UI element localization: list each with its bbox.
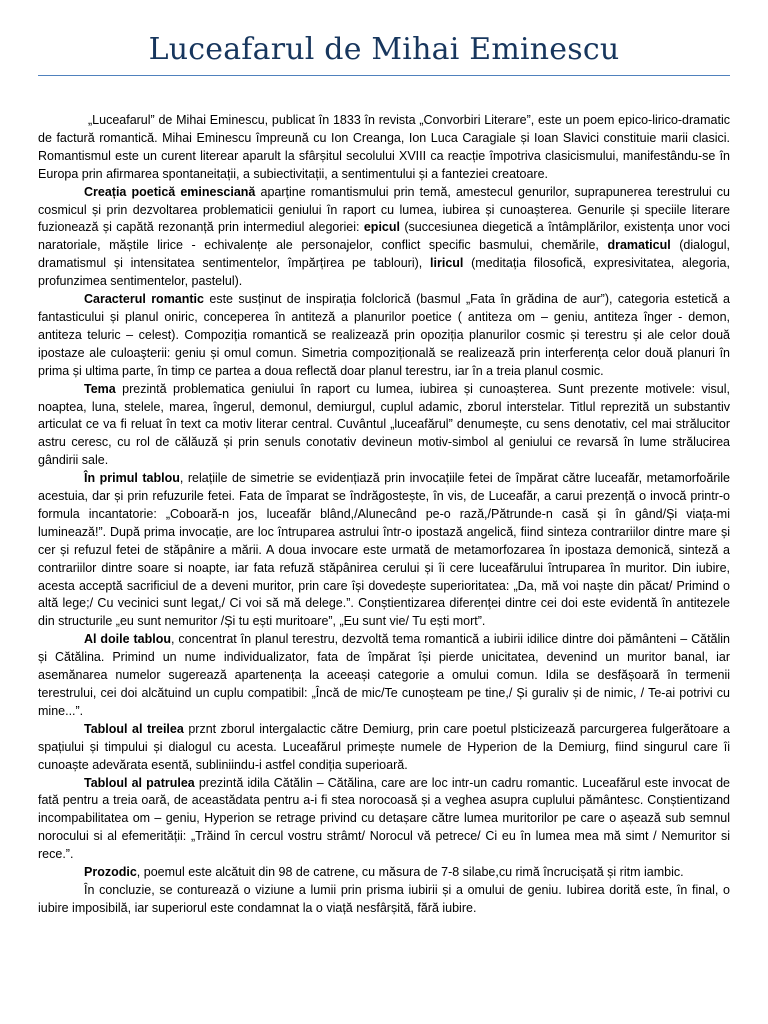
paragraph-text: (succesiunea diegetică a întâmplărilor, existența unor voci naratoriale, măștile lirice - echivalențe ale personajelor, conflict specific basmului, chemările, xyxy=(38,220,730,253)
paragraph-tema xyxy=(38,381,730,471)
paragraph-lead: Caracterul romantic xyxy=(84,292,204,307)
paragraph-text: prezintă problematica geniului în raport cu lumea, iubirea și cunoașterea. Sunt prezente motivele: visul, noaptea, luna, stelele, marea, îngerul, demonul, demiurgul, cuplul adamic, zborul interstelar. Titlul reprezită un substantiv articulat ce va fi reluat în text ca motiv literar central. Cuvântul „luceafărul” denumește, cu sens denotativ, cel mai strălucitor astru ceresc, cu rol de călăuză și prin senuls conotativ devineun motiv-simbol al geniului ce revarsă în lume strălucirea gândirii sale. xyxy=(38,381,730,468)
genre-lyric: liricul xyxy=(430,256,464,271)
paragraph-creatia xyxy=(38,184,730,291)
paragraph-lead: Creația poetică eminesciană xyxy=(84,184,256,199)
genre-epic: epicul xyxy=(363,220,400,235)
paragraph-lead: În primul tablou xyxy=(84,471,180,486)
paragraph-intro xyxy=(38,112,730,184)
document-body xyxy=(38,112,730,918)
paragraph-lead: Tabloul al treilea xyxy=(84,721,184,736)
paragraph-text: În concluzie, se contureazǎ o viziune a lumii prin prisma iubirii și a omului de geniu. Iubirea dorită este, în final, o iubire imposibilă, iar superiorul este condamnat la o viață nesfârșită, fără iubire. xyxy=(38,882,730,915)
paragraph-text: , concentrat în planul terestru, dezvoltă tema romantică a iubirii idilice dintre doi pământeni – Cătălin și Cătălina. Primind un nume individualizator, fata de împărat își pierde unicitatea, devenind un muritor banal, iar asemănarea numelor sugerează apartenența la aceeași categorie a omului comun. Idila se desfășoară în termenii terestrului, cei doi alcătuind un cuplu compatibil: „Încă de mic/Te cunoșteam pe tine,/ Și guraliv și de nimic, / Te-ai potrivi cu mine...”. xyxy=(38,632,731,718)
paragraph-tablou-4 xyxy=(38,775,730,865)
paragraph-text: prezintă idila Cătălin – Cătălina, care are loc intr-un cadru romantic. Luceafărul este invocat de fată pentru a treia oară, de aceastădata pentru a-i fi stea norocoasă și a veghea asupra cuplului pământesc. Conștientizand incompabilitatea om – geniu, Hyperion se retrage privind cu detașare către lumea muritorilor pe care o așează sub semnul norocului si al efemerității: „Trăind în cercul vostru strâmt/ Norocul vă petrece/ Ci eu în lumea mea mă simt / Nemuritor si rece.”. xyxy=(38,775,730,862)
paragraph-lead: Tabloul al patrulea xyxy=(84,775,195,790)
paragraph-tablou-3 xyxy=(38,721,730,775)
paragraph-text: (meditația filosofică, expresivitatea, alegoria, profunzimea sentimentelor, pastelul). xyxy=(38,256,730,289)
paragraph-text: „Luceafarul” de Mihai Eminescu, publicat în 1833 în revista „Convorbiri Literare”, este un poem epico-lirico-dramatic de factură romantică. Mihai Eminescu împreună cu Ion Creanga, Ion Luca Caragiale și Ioan Slavici constituie marii clasici. Romantismul este un curent literear aparult la sfârșitul secolului XVIII ca reacție împotriva clasicismului, manifestându-se în Europa prin afirmarea spontaneitații, a subiectivitații, a sentimentului și a fanteziei creatoare. xyxy=(38,113,730,181)
paragraph-lead: Prozodic xyxy=(84,865,137,880)
paragraph-text: prznt zborul intergalactic către Demiurg, prin care poetul plsticizează parcurgerea fulgerătoare a spațiului și timpului și dialogul cu acesta. Luceafărul primește numele de Hyperion de la Demiurg, fiind singurul care îi cunoaște adevărata esentă, subliniindu-i astfel condiția superioară. xyxy=(38,721,730,772)
paragraph-text: este susținut de inspirația folclorică (basmul „Fata în grădina de aur”), categoria estetică a fantasticului și planul oniric, conceperea în antiteză a planurilor poetice ( antiteza om – geniu, antiteza înger - demon, antiteza teluric – celest). Compoziția romantică se realizează prin opoziția planurilor cosmic și terestru și ale celor două ipostaze ale culoaşterii: geniu și omul comun. Simetria compozițională se realizează prin interferența celor două planuri în prima și ultima parte, în timp ce partea a doua reflectă doar planul terestru, iar în a treia planul cosmic. xyxy=(38,292,730,378)
paragraph-text: , relațiile de simetrie se evidențiază prin invocațiile fetei de împărat către luceafăr, metamorfoările acestuia, dar și prin refuzurile fetei. Fata de împarat se îndrăgostește, în vis, de Luceafăr, a carui prezență o invocă printr-o formula incantatorie: „Coboară-n jos, luceafăr blând,/Alunecând pe-o rază,/Pătrunde-n casă și în gând/Și viața-mi luminează!”. După prima invocație, are loc întruparea astrului într-o ipostază angelică, fiind sinteza contrariilor dintre mare și cer și refuzul fetei de stăpânire a mării. A doua invocare este urmată de metamorfozarea în ipostaza demonică, sinteză a contrariilor dintre soare si noapte, iar fata refuză stăpânirea cerului și îi cere luceafărului întruparea în muritor. Din iubire, acesta acceptă sacrificiul de a deveni muritor, prin care își dovedește superioritatea: „Da, mă voi naște din păcat/ Primind o altă lege;/ Cu vecinici sunt legat,/ Ci voi să mă delege.”. Conștientizarea diferenței dintre cei doi este evidentă în antitezele din structurile „eu sunt nemuritor /Și tu ești muritoare”, „Eu sunt vie/ Tu ești mort”. xyxy=(38,471,730,629)
paragraph-caracter xyxy=(38,291,730,381)
paragraph-text: , poemul este alcătuit din 98 de catrene, cu măsura de 7-8 silabe,cu rimă încrucișată și ritm iambic. xyxy=(136,865,684,880)
paragraph-tablou-1 xyxy=(38,470,730,631)
document-title: Luceafarul de Mihai Eminescu xyxy=(148,32,620,67)
paragraph-lead: Al doile tablou xyxy=(84,632,171,647)
paragraph-text: aparține romantismului prin temă, amestecul genurilor, suprapunerea terestrului cu cosmicul și prin dezvoltarea problematicii geniului în raport cu lumea, iubirea și cunoașterea. Genurile și speciile literare fuzionează și capătă rezonanță prin intermediul alegoriei: xyxy=(38,184,730,235)
title-underline xyxy=(38,75,730,76)
paragraph-concluzie xyxy=(38,882,730,918)
paragraph-lead: Tema xyxy=(84,381,116,396)
genre-dramatic: dramaticul xyxy=(607,238,671,253)
paragraph-text: (dialogul, dramatismul și intensitatea sentimentelor, împărțirea pe tablouri), xyxy=(38,238,730,271)
paragraph-prozodic xyxy=(38,864,730,882)
paragraph-tablou-2 xyxy=(38,631,730,721)
